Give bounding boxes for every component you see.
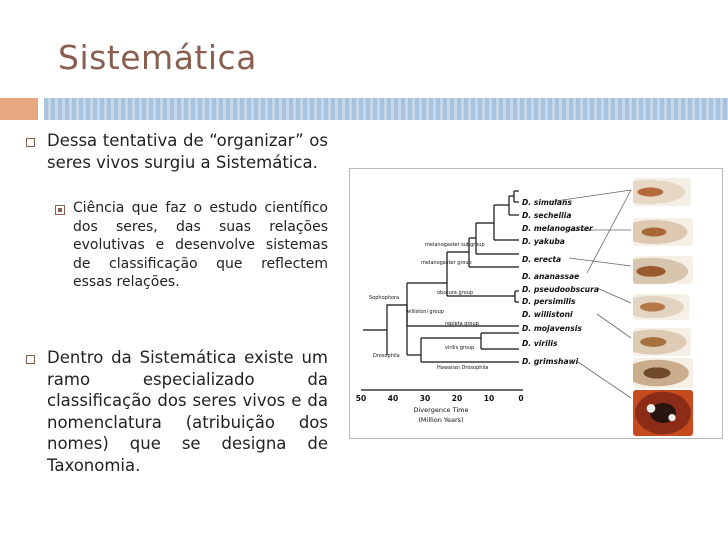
axis-tick-label: 20 <box>451 394 463 403</box>
group-label: virilis group <box>445 345 475 351</box>
title-underline-bar <box>44 98 728 120</box>
axis-tick-label: 50 <box>355 394 367 403</box>
fly-photo <box>633 390 693 436</box>
species-label: D. sechellia <box>522 211 572 220</box>
axis-subtitle: (Million Years) <box>418 416 464 424</box>
axis-tick-label: 40 <box>387 394 399 403</box>
title-accent-bar <box>0 98 38 120</box>
group-label: Hawaiian Drosophila <box>437 365 489 371</box>
bullet-text-2: Dentro da Sistemática existe um ramo especializado da classificação dos seres vivos e da nomenclatura (atribuição dos nomes) que se designa de Taxonomia. <box>47 348 328 475</box>
drosophila-phylogeny-figure <box>349 168 723 439</box>
sub-bullet-icon <box>55 205 65 215</box>
species-label: D. pseudoobscura <box>522 285 599 294</box>
axis-tick-label: 10 <box>483 394 495 403</box>
group-label: obscura group <box>437 290 473 296</box>
fly-photo <box>633 294 689 320</box>
bullet-text-1: Dessa tentativa de “organizar” os seres vivos surgiu a Sistemática. <box>47 131 328 172</box>
species-label: D. erecta <box>522 255 562 264</box>
group-label: willistoni group <box>406 309 444 315</box>
species-label: D. willistoni <box>522 310 573 319</box>
group-label: Sophophora <box>369 295 400 301</box>
group-label: repleta group <box>445 321 479 327</box>
bullet-square-icon <box>26 355 35 364</box>
slide-title: Sistemática <box>58 38 257 77</box>
axis-title: Divergence Time <box>413 406 469 414</box>
species-label: D. persimilis <box>522 297 576 306</box>
fly-photo <box>633 328 691 356</box>
fly-photo <box>633 178 691 206</box>
species-label: D. simulans <box>522 198 572 207</box>
group-label: melanogaster subgroup <box>425 242 485 248</box>
bullet-square-icon <box>26 138 35 147</box>
group-label: Drosophila <box>373 353 400 359</box>
group-label: melanogaster group <box>421 260 472 266</box>
fly-photo <box>633 256 693 284</box>
species-label: D. virilis <box>522 339 558 348</box>
species-label: D. grimshawi <box>522 357 579 366</box>
fly-photo <box>633 218 693 246</box>
species-label: D. mojavensis <box>522 324 582 333</box>
species-label: D. ananassae <box>522 272 580 281</box>
sub-bullet-text-1: Ciência que faz o estudo científico dos seres, das suas relações evolutivas e desenvolve sistemas de classificação que reflectem essas relações. <box>73 200 328 291</box>
axis-tick-label: 0 <box>518 394 524 403</box>
fly-photo <box>633 358 693 388</box>
species-label: D. yakuba <box>522 237 565 246</box>
species-label: D. melanogaster <box>522 224 593 233</box>
axis-tick-label: 30 <box>419 394 431 403</box>
